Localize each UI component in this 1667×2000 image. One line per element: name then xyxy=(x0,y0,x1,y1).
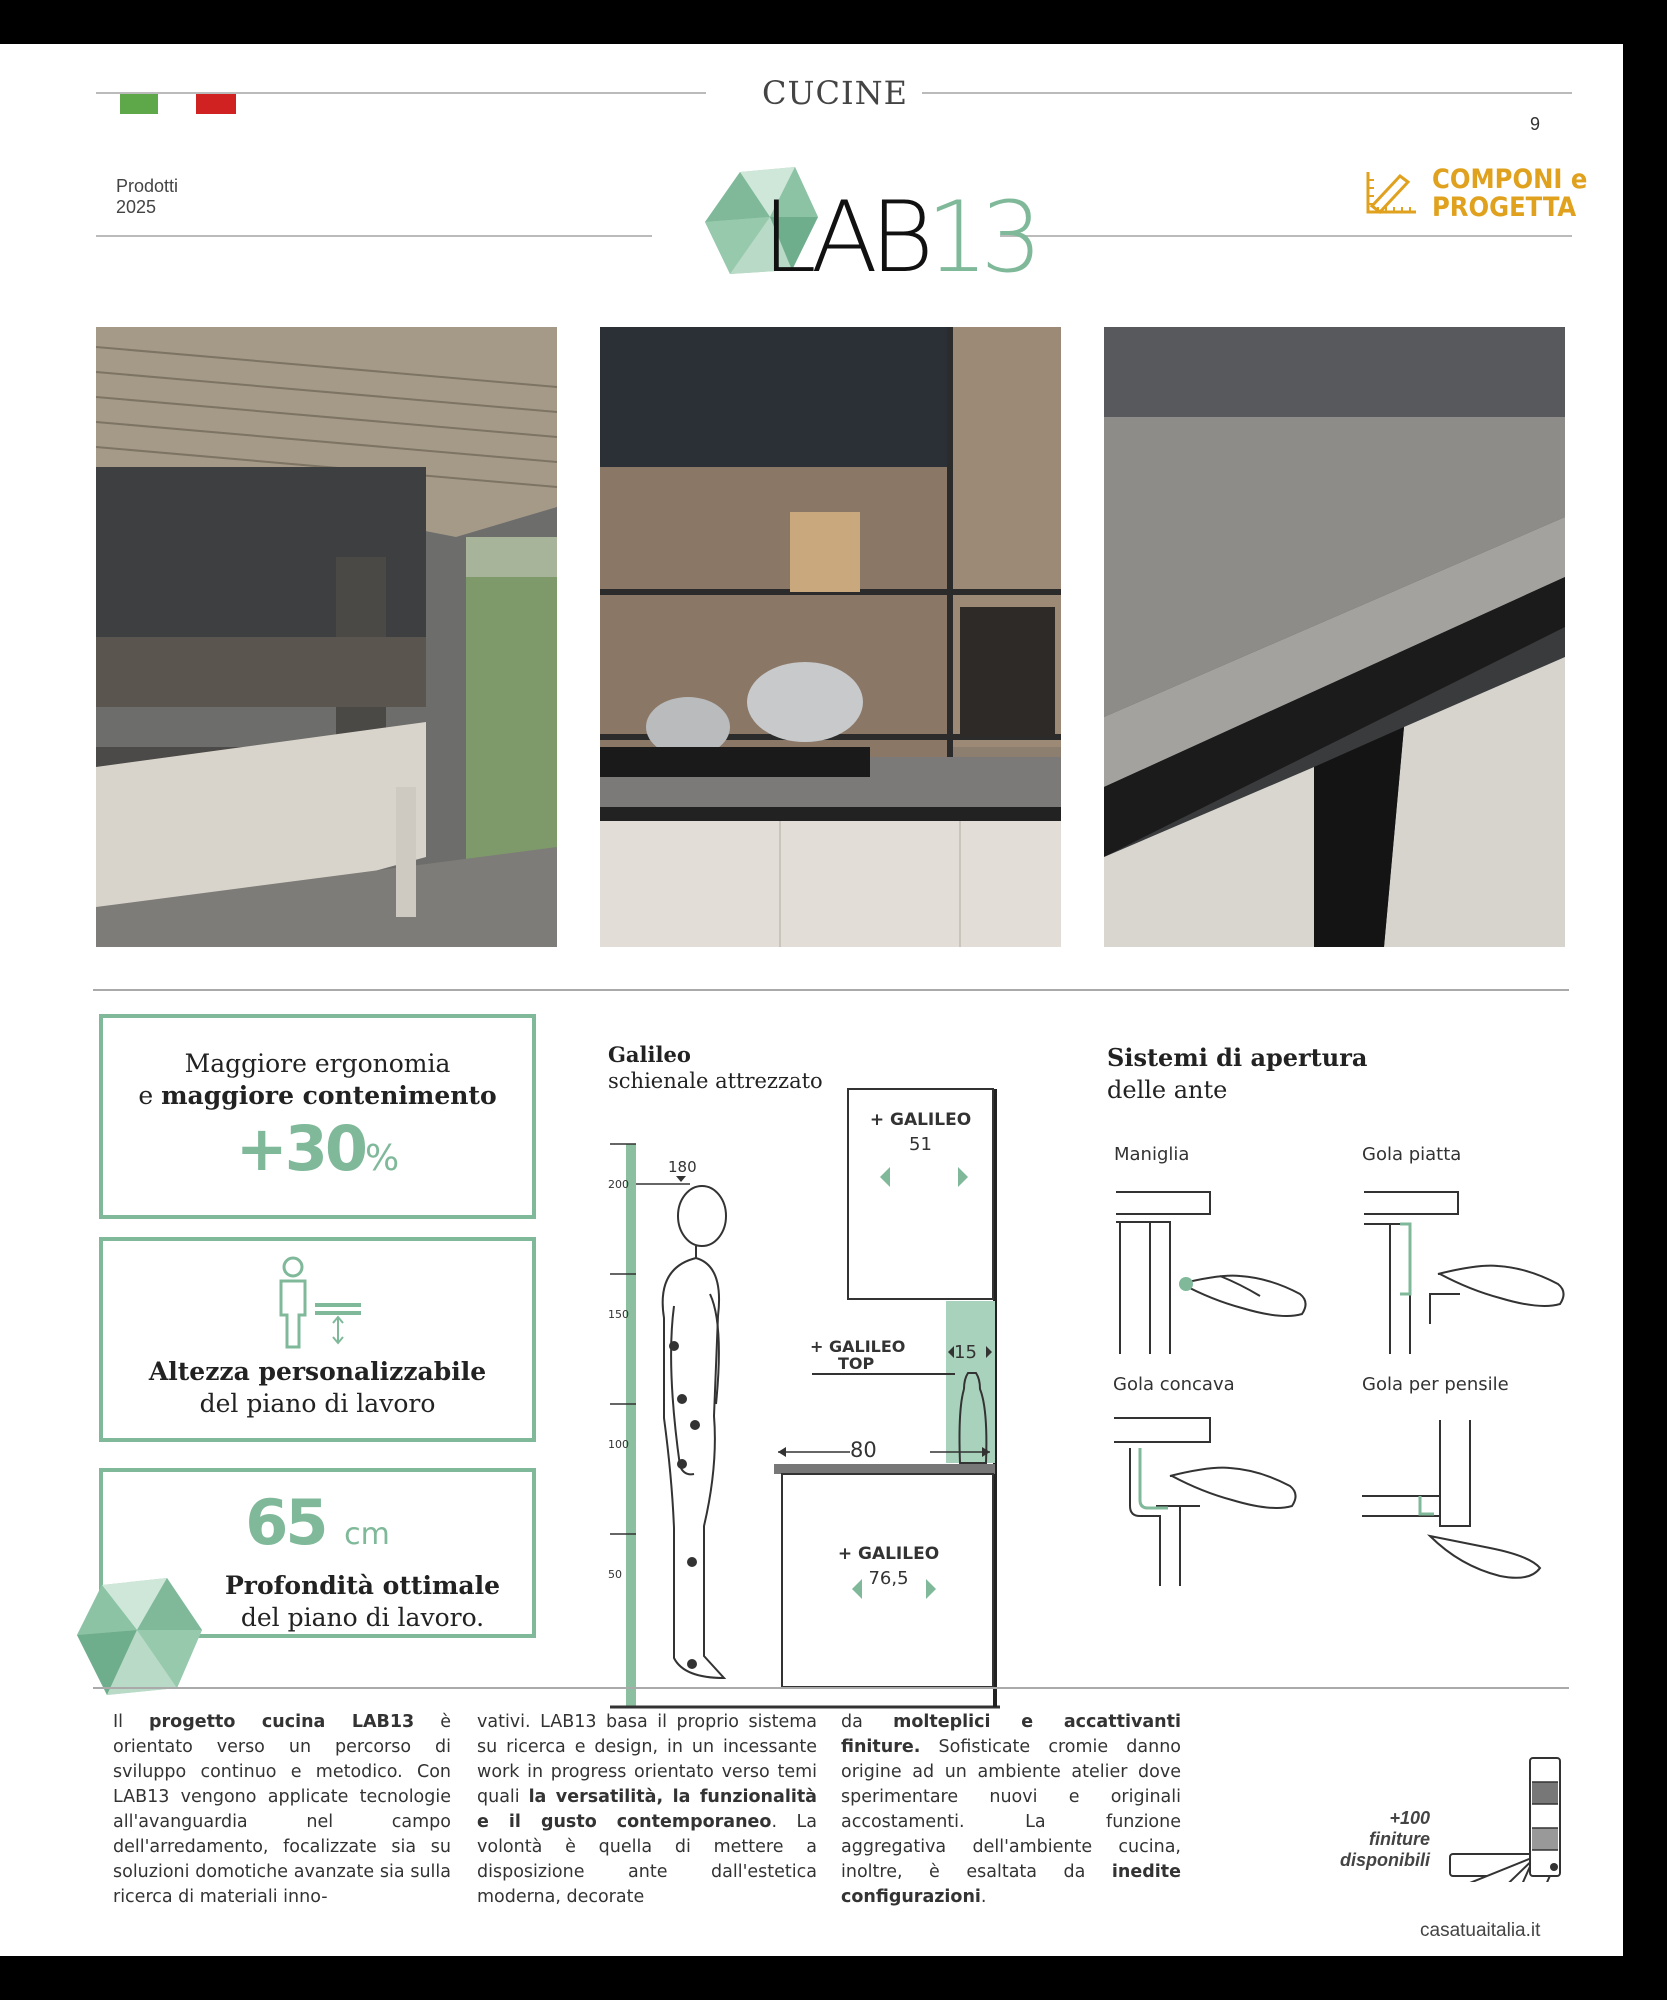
altezza-title xyxy=(103,1356,532,1388)
ergonomia-unit: % xyxy=(365,1138,400,1179)
kitchen-photo-2 xyxy=(600,327,1061,947)
profondita-number: 65 xyxy=(245,1486,326,1559)
galileo-side-value: 15 xyxy=(954,1342,977,1363)
header-rule-lower-right xyxy=(1000,235,1572,237)
body-c2-c: . La volontà è quella di mettere a disposizione ante dall'estetica moderna, decorate xyxy=(477,1812,817,1907)
ergonomia-line2 xyxy=(103,1080,532,1112)
galileo-top-label: + GALILEO xyxy=(869,1110,972,1130)
section-title: CUCINE xyxy=(762,74,908,112)
sistemi-heading xyxy=(1107,1042,1367,1106)
finiture-label xyxy=(1300,1808,1430,1871)
altezza-box xyxy=(99,1237,536,1442)
section-divider-bottom xyxy=(93,1687,1569,1689)
profondita-rest: del piano di lavoro. xyxy=(240,1603,485,1632)
polygon-decoration-icon xyxy=(72,1570,206,1700)
scale-label-150: 150 xyxy=(608,1308,629,1321)
maniglia-label: Maniglia xyxy=(1114,1144,1190,1165)
page-number: 9 xyxy=(1530,114,1541,134)
galileo-mid-label xyxy=(810,1338,905,1372)
logo-lab: LAB xyxy=(762,181,927,295)
section-divider-top xyxy=(93,989,1569,991)
profondita-bold: Profondità ottimale xyxy=(225,1571,500,1600)
scale-label-50: 50 xyxy=(608,1568,622,1581)
ergonomia-line1: Maggiore ergonomia xyxy=(184,1049,451,1078)
body-c3-c: Sofisticate cromie danno origine ad un ambiente atelier dove sperimentare nuovi e originali accostamenti. La funzione aggregativa dell'ambiente cucina, inoltre, è esaltata da xyxy=(841,1737,1181,1882)
header-rule-lower-left xyxy=(96,235,652,237)
galileo-subtitle: schienale attrezzato xyxy=(608,1069,823,1093)
galileo-top-value: 51 xyxy=(909,1134,932,1155)
gola-concava-diagram xyxy=(1110,1416,1320,1586)
scale-label-100: 100 xyxy=(608,1438,629,1451)
galileo-width-value: 80 xyxy=(850,1438,877,1462)
body-c1-b: progetto cucina LAB13 xyxy=(149,1712,415,1732)
body-c1-c: è orientato verso un percorso di sviluppo continuo e metodico. Con LAB13 vengono applicate tecnologie all'avanguardia nel campo dell'arredamento, focalizzate sia su soluzioni domotiche avanzate sia sulla ricerca di materiali inno- xyxy=(113,1712,451,1907)
gola-piatta-label: Gola piatta xyxy=(1362,1144,1462,1165)
person-height-icon xyxy=(263,1255,373,1351)
altezza-bold: Altezza personalizzabile xyxy=(148,1357,487,1386)
logo-13: 13 xyxy=(926,181,1035,295)
body-c2-b: la versatilità, la funzionalità e il gusto contemporaneo xyxy=(477,1787,817,1832)
body-c3-a: da xyxy=(841,1712,894,1732)
height-180-label: 180 xyxy=(668,1158,697,1176)
body-c3-d: inedite configurazioni xyxy=(841,1862,1181,1907)
gola-concava-label: Gola concava xyxy=(1113,1374,1235,1395)
profondita-unit: cm xyxy=(344,1517,390,1552)
ergonomia-line2-bold: maggiore contenimento xyxy=(161,1081,497,1110)
galileo-mid-label1: + GALILEO xyxy=(810,1337,906,1356)
color-swatch-fan-icon xyxy=(1444,1752,1574,1882)
body-c3-e: . xyxy=(980,1887,987,1907)
scale-label-200: 200 xyxy=(608,1178,629,1191)
ergonomia-number: +30 xyxy=(235,1112,365,1185)
header-rule-left xyxy=(96,92,706,94)
body-column-3 xyxy=(841,1710,1181,1910)
flag-red-stripe xyxy=(196,94,236,114)
galileo-title: Galileo xyxy=(608,1042,691,1067)
header-rule-right xyxy=(922,92,1572,94)
body-c3-b: molteplici e accattivanti finiture. xyxy=(841,1712,1181,1757)
maniglia-diagram xyxy=(1110,1184,1320,1354)
ergonomia-value xyxy=(103,1112,532,1185)
gola-piatta-diagram xyxy=(1360,1184,1570,1354)
body-column-2 xyxy=(477,1710,817,1910)
body-c1-a: Il xyxy=(113,1712,150,1732)
finiture-line2: finiture xyxy=(1369,1829,1430,1849)
profondita-value xyxy=(103,1488,532,1570)
prodotti-label xyxy=(116,176,178,218)
kitchen-photo-1 xyxy=(96,327,557,947)
galileo-bottom-value: 76,5 xyxy=(868,1568,909,1589)
finiture-line1: +100 xyxy=(1389,1808,1430,1828)
ergonomia-line2-prefix: e xyxy=(138,1081,162,1110)
componi-progetta-label xyxy=(1432,166,1587,222)
ergonomia-box xyxy=(99,1014,536,1219)
footer-site: casatuaitalia.it xyxy=(1420,1920,1541,1941)
componi-line1: COMPONI e xyxy=(1432,164,1588,195)
galileo-mid-label2: TOP xyxy=(838,1354,875,1373)
prodotti-line1: Prodotti xyxy=(116,176,179,196)
sistemi-title: Sistemi di apertura xyxy=(1107,1043,1368,1072)
body-column-1 xyxy=(113,1710,451,1910)
galileo-bottom-label: + GALILEO xyxy=(837,1544,940,1564)
lab13-logo-text xyxy=(762,181,1035,295)
finiture-line3: disponibili xyxy=(1340,1850,1430,1870)
flag-green-stripe xyxy=(120,94,158,114)
altezza-rest: del piano di lavoro xyxy=(199,1389,436,1418)
gola-pensile-label: Gola per pensile xyxy=(1362,1374,1509,1395)
sistemi-subtitle: delle ante xyxy=(1107,1076,1228,1104)
brochure-page xyxy=(0,44,1623,1956)
ruler-pencil-icon xyxy=(1364,168,1420,216)
prodotti-line2: 2025 xyxy=(116,197,157,217)
kitchen-photo-3 xyxy=(1104,327,1565,947)
componi-line2: PROGETTA xyxy=(1432,192,1577,223)
body-c2-a: vativi. LAB13 basa il proprio sistema su ricerca e design, in un incessante work in progress orientato verso temi quali xyxy=(477,1712,817,1807)
gola-pensile-diagram xyxy=(1360,1416,1570,1586)
